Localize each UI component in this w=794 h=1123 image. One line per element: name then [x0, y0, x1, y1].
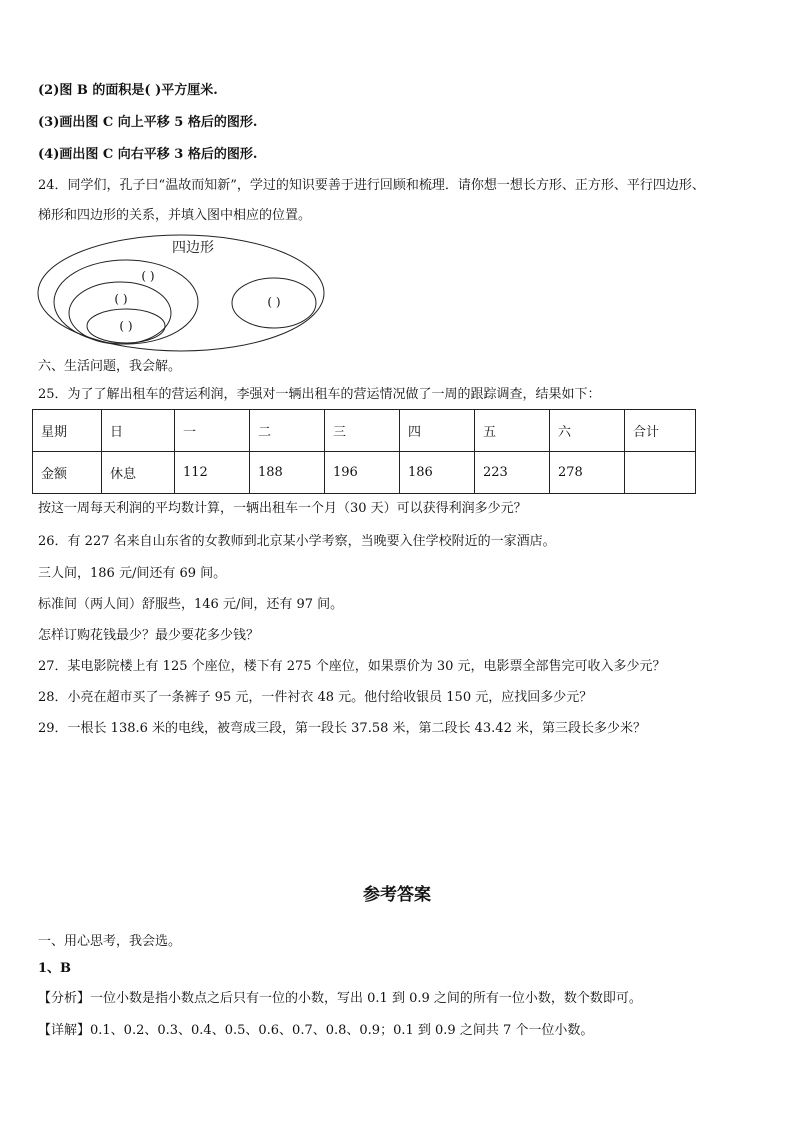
answer-analysis: 【分析】一位小数是指小数点之后只有一位的小数，写出 0.1 到 0.9 之间的所有一位小数，数个数即可。: [38, 991, 642, 1006]
quadrilateral-venn-diagram: [36, 232, 326, 354]
question-28: 28．小亮在超市买了一条裤子 95 元，一件衬衣 48 元。他付给收银员 150 元，应找回多少元？: [38, 690, 593, 705]
blank-trapezoid: ( ): [267, 295, 281, 309]
question-line: (4)画出图 C 向右平移 3 格后的图形.: [38, 147, 258, 162]
table-cell: 188: [250, 452, 325, 494]
table-cell: 223: [475, 452, 550, 494]
question-line: (2)图 B 的面积是( )平方厘米.: [38, 83, 218, 98]
question-25-ask: 按这一周每天利润的平均数计算，一辆出租车一个月（30 天）可以获得利润多少元？: [38, 501, 527, 516]
blank-rectangle: ( ): [114, 292, 128, 306]
table-cell: 休息: [102, 452, 175, 494]
question-24: 24．同学们，孔子曰“温故而知新”，学过的知识要善于进行回顾和梳理．请你想一想长方形、正方形、平行四边形、: [38, 178, 705, 193]
table-row: [33, 452, 696, 494]
question-29: 29．一根长 138.6 米的电线，被弯成三段，第一段长 37.58 米，第二段长 43.42 米，第三段长多少米？: [38, 721, 646, 736]
table-cell: 112: [175, 452, 250, 494]
table-cell: 日: [102, 410, 175, 452]
blank-square: ( ): [119, 319, 133, 333]
table-cell: 四: [400, 410, 475, 452]
table-cell: 一: [175, 410, 250, 452]
question-24-cont: 梯形和四边形的关系，并填入图中相应的位置。: [38, 208, 312, 223]
question-line: (3)画出图 C 向上平移 5 格后的图形.: [38, 115, 258, 130]
table-cell: 196: [325, 452, 400, 494]
table-cell: 合计: [625, 410, 696, 452]
table-cell: 五: [475, 410, 550, 452]
question-26-option: 三人间，186 元/间还有 69 间。: [38, 566, 227, 581]
table-cell: 星期: [33, 410, 102, 452]
answer-detail: 【详解】0.1、0.2、0.3、0.4、0.5、0.6、0.7、0.8、0.9；0.1 到 0.9 之间共 7 个一位小数。: [38, 1023, 594, 1038]
table-cell: 二: [250, 410, 325, 452]
table-header-row: [33, 410, 696, 452]
question-25: 25．为了了解出租车的营运利润，李强对一辆出租车的营运情况做了一周的跟踪调查，结果如下：: [38, 387, 601, 402]
section-heading: 六、生活问题，我会解。: [38, 359, 182, 374]
blank-parallelogram: ( ): [141, 269, 155, 283]
table-cell: [625, 452, 696, 494]
answer-item: 1、B: [38, 961, 72, 976]
answers-title: 参考答案: [363, 885, 431, 905]
question-26-option: 标准间（两人间）舒服些，146 元/间，还有 97 间。: [38, 597, 344, 612]
outer-label: 四边形: [172, 240, 214, 256]
table-cell: 六: [550, 410, 625, 452]
table-cell: 278: [550, 452, 625, 494]
table-cell: 三: [325, 410, 400, 452]
question-26: 26．有 227 名来自山东省的女教师到北京某小学考察，当晚要入住学校附近的一家酒店。: [38, 534, 556, 549]
question-27: 27．某电影院楼上有 125 个座位，楼下有 275 个座位，如果票价为 30 元，电影票全部售完可收入多少元？: [38, 659, 666, 674]
table-cell: 186: [400, 452, 475, 494]
profit-table: [32, 409, 696, 494]
question-26-ask: 怎样订购花钱最少？最少要花多少钱？: [38, 628, 260, 643]
answers-section-heading: 一、用心思考，我会选。: [38, 934, 182, 949]
table-cell: 金额: [33, 452, 102, 494]
